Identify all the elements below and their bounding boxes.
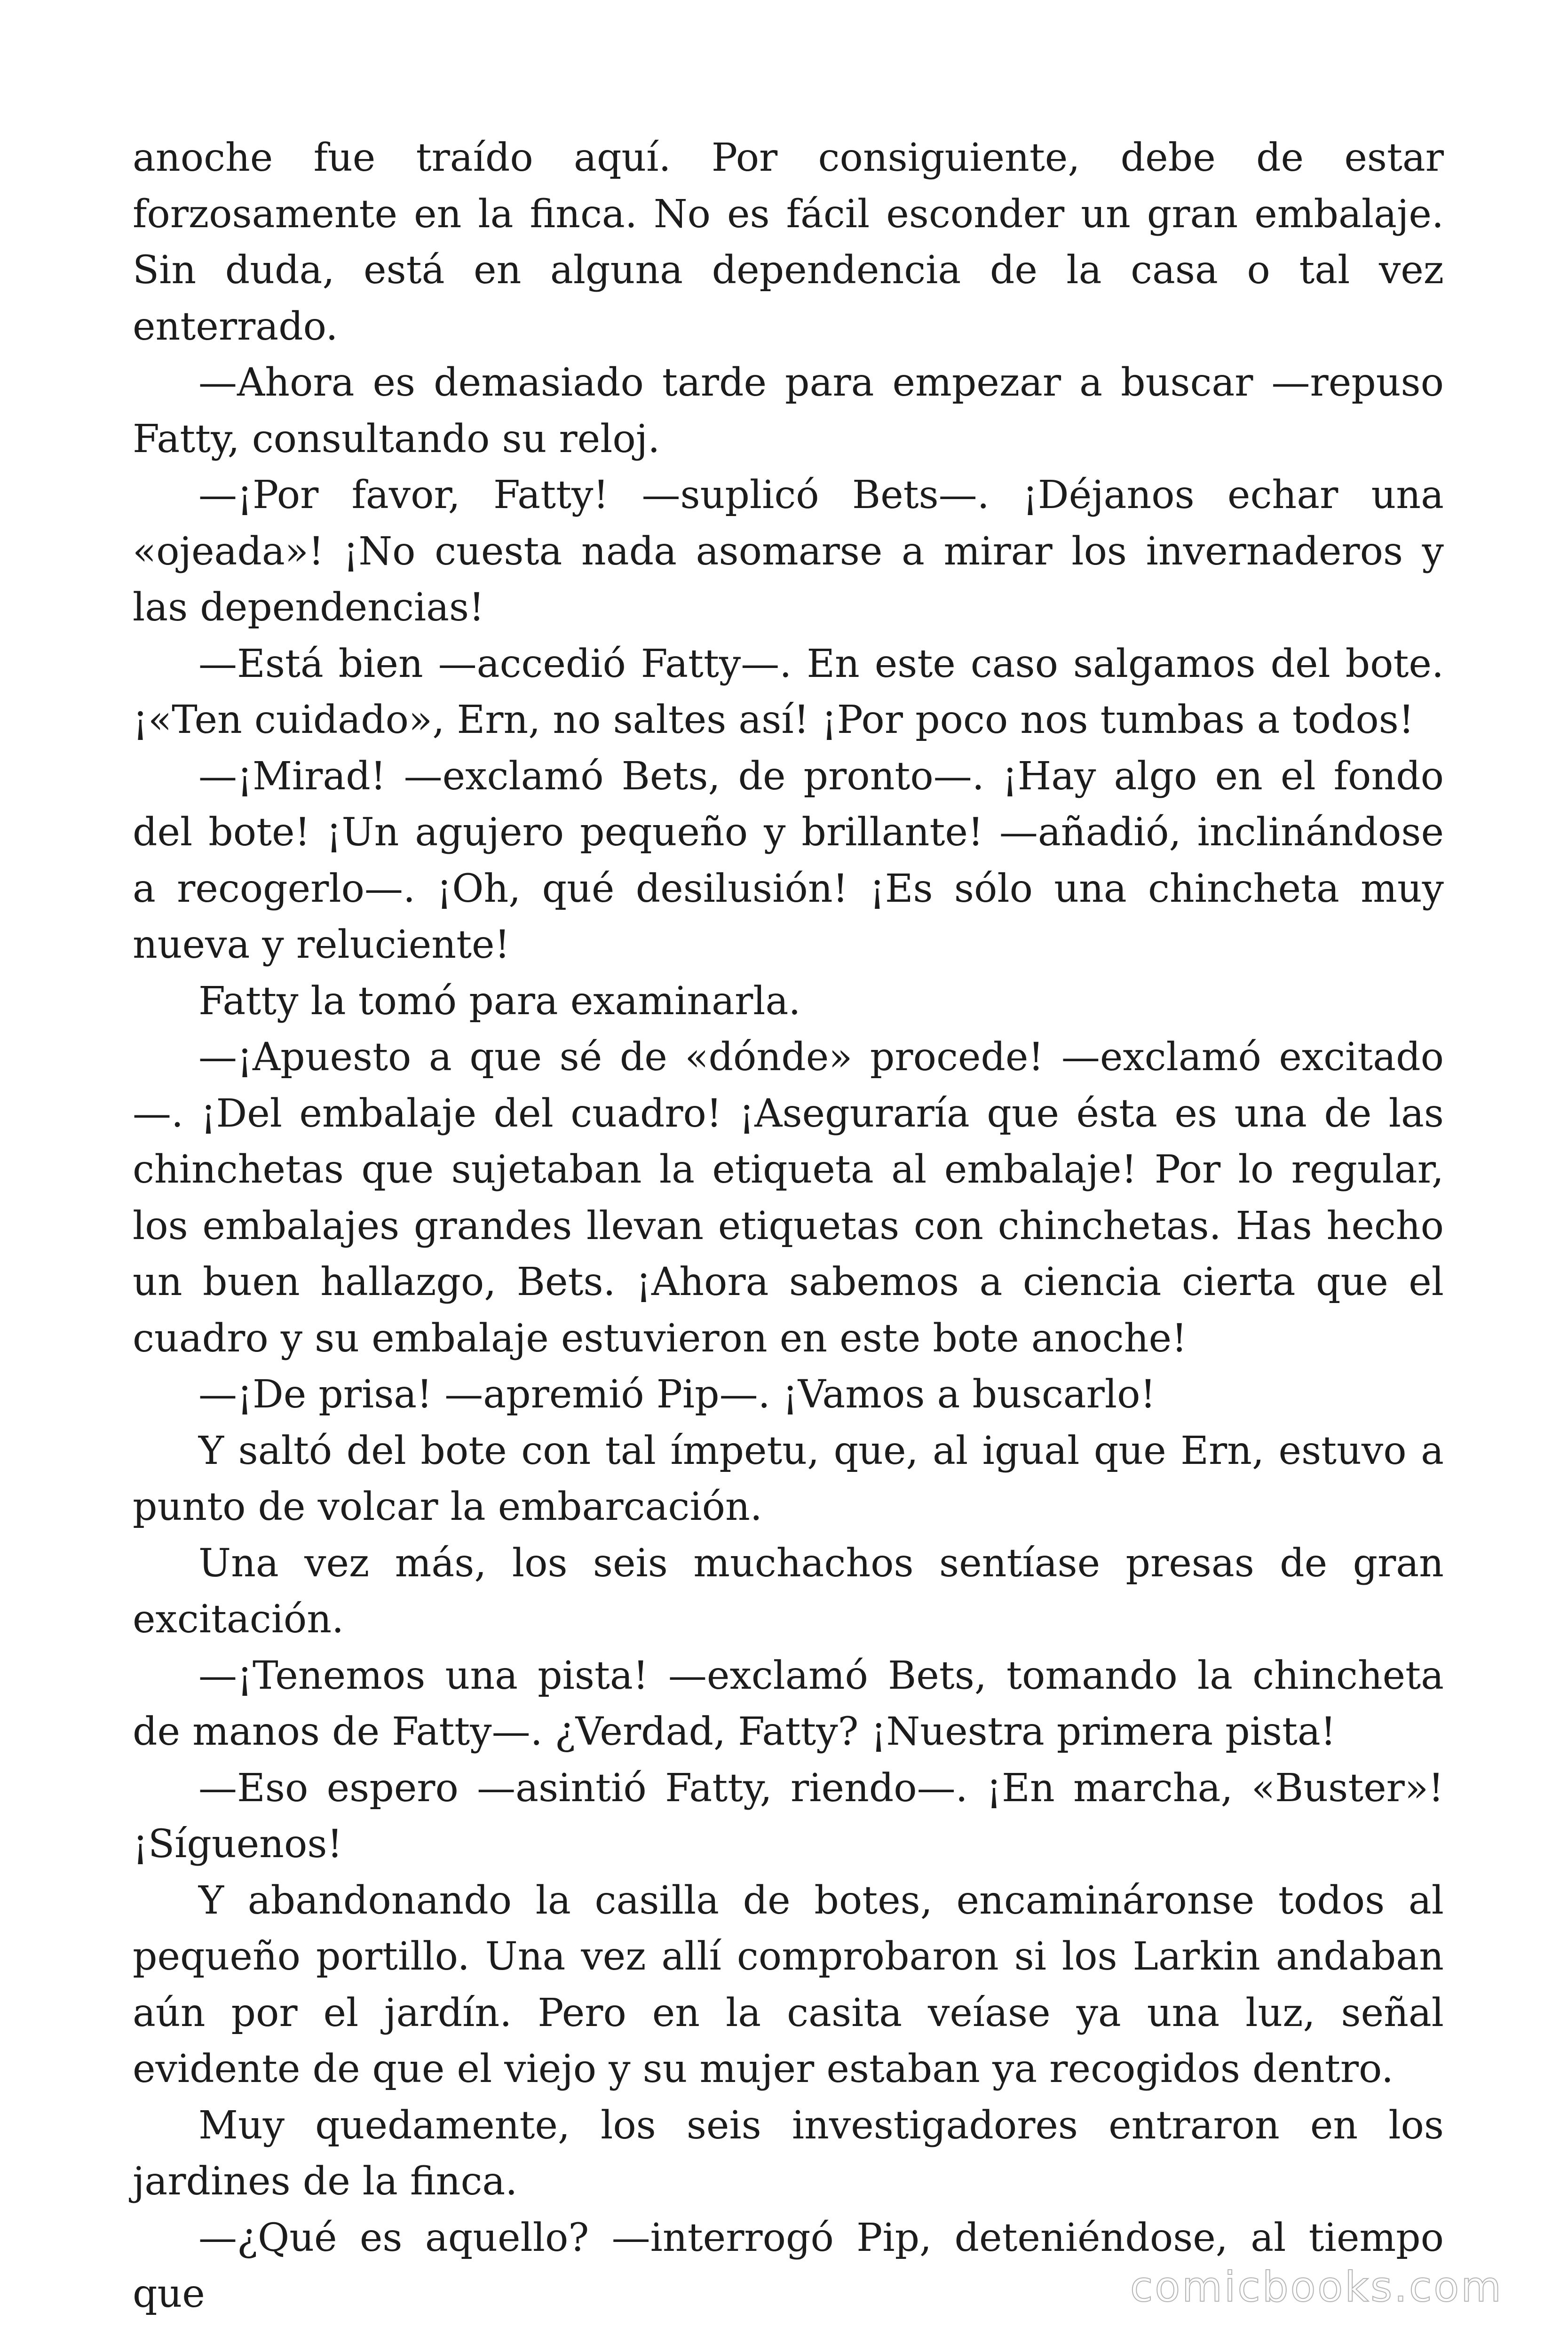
paragraph: Y abandonando la casilla de botes, encamináronse todos al pequeño portillo. Una vez allí comprobaron si los Larkin andaban aún por el jardín. Pero en la casita veíase ya una luz, señal evidente de que el viejo y su mujer estaban ya recogidos dentro.: [133, 1878, 1444, 2091]
paragraph: —¿Qué es aquello? —interrogó Pip, deteniéndose, al tiempo que: [133, 2215, 1444, 2316]
paragraph: —¡Tenemos una pista! —exclamó Bets, tomando la chincheta de manos de Fatty—. ¿Verdad, Fatty? ¡Nuestra primera pista!: [133, 1653, 1444, 1754]
watermark: comicbooks.com: [1130, 2263, 1503, 2311]
paragraph: —Eso espero —asintió Fatty, riendo—. ¡En marcha, «Buster»! ¡Síguenos!: [133, 1765, 1444, 1867]
paragraph: anoche fue traído aquí. Por consiguiente, debe de estar forzosamente en la finca. No es fácil esconder un gran embalaje. Sin duda, está en alguna dependencia de la casa o tal vez enterrado.: [133, 135, 1444, 349]
paragraph: —¡Por favor, Fatty! —suplicó Bets—. ¡Déjanos echar una «ojeada»! ¡No cuesta nada asomarse a mirar los invernaderos y las dependencias!: [133, 473, 1444, 630]
paragraph: —Está bien —accedió Fatty—. En este caso salgamos del bote. ¡«Ten cuidado», Ern, no saltes así! ¡Por poco nos tumbas a todos!: [133, 641, 1444, 742]
paragraph: —¡De prisa! —apremió Pip—. ¡Vamos a buscarlo!: [198, 1372, 1156, 1417]
paragraph: —Ahora es demasiado tarde para empezar a buscar —repuso Fatty, consultando su reloj.: [133, 360, 1444, 461]
paragraph: Fatty la tomó para examinarla.: [198, 978, 801, 1024]
paragraph: —¡Mirad! —exclamó Bets, de pronto—. ¡Hay algo en el fondo del bote! ¡Un agujero pequeño y brillante! —añadió, inclinándose a recogerlo—. ¡Oh, qué desilusión! ¡Es sólo una chincheta muy nueva y reluciente!: [133, 754, 1444, 967]
paragraph: Muy quedamente, los seis investigadores entraron en los jardines de la finca.: [133, 2103, 1444, 2204]
paragraph: —¡Apuesto a que sé de «dónde» procede! —exclamó excitado—. ¡Del embalaje del cuadro! ¡Aseguraría que ésta es una de las chinchetas que sujetaban la etiqueta al embalaje! Por lo regular, los embalajes grandes llevan etiquetas con chinchetas. Has hecho un buen hallazgo, Bets. ¡Ahora sabemos a ciencia cierta que el cuadro y su embalaje estuvieron en este bote anoche!: [133, 1035, 1444, 1361]
paragraph: Una vez más, los seis muchachos sentíase presas de gran excitación.: [133, 1541, 1444, 1642]
paragraph: Y saltó del bote con tal ímpetu, que, al igual que Ern, estuvo a punto de volcar la embarcación.: [133, 1428, 1444, 1529]
page-text: [133, 130, 1444, 2322]
